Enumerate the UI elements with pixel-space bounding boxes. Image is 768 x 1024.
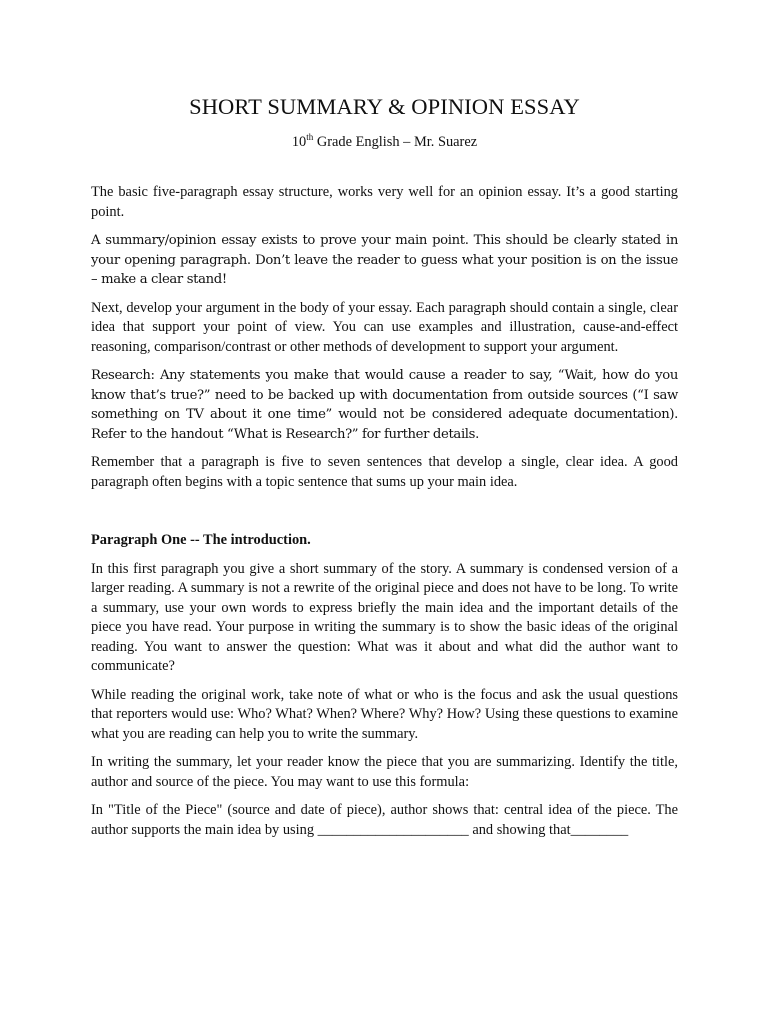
intro-paragraph: Remember that a paragraph is five to seven sentences that develop a single, clear idea. A good paragraph often begins with a topic sentence that sums up your main idea.: [91, 454, 678, 490]
document-subtitle: [91, 132, 678, 152]
research-paragraph: Research: Any statements you make that would cause a reader to say, “Wait, how do you know that’s true?” need to be backed up with documentation from outside sources (“I saw something on TV about it one time” would not be considered adequate documentation). Refer to the handout “What is Research?” for further details.: [91, 368, 678, 442]
document-page: [91, 92, 678, 840]
grade-number: 10: [291, 134, 307, 150]
formula-paragraph: In "Title of the Piece" (source and date of piece), author shows that: central idea of the piece. The author supports the main idea by using _____________________ and showing that________: [91, 802, 678, 838]
section-paragraph: While reading the original work, take note of what or who is the focus and ask the usual questions that reporters would use: Who? What? When? Where? Why? How? Using these questions to examine what you are reading can help you to write the summary.: [91, 686, 678, 742]
section-paragraph: In this first paragraph you give a short summary of the story. A summary is condensed version of a larger reading. A summary is not a rewrite of the original piece and does not have to be long. To write a summary, use your own words to express briefly the main idea and the important details of the piece you have read. Your purpose in writing the summary is to show the basic ideas of the original reading. You want to answer the question: What was it about and what did the author want to communicate?: [91, 560, 678, 674]
section-heading: Paragraph One -- The introduction.: [91, 532, 311, 548]
intro-paragraph: The basic five-paragraph essay structure, works very well for an opinion essay. It’s a good starting point.: [91, 184, 678, 220]
intro-paragraph: A summary/opinion essay exists to prove your main point. This should be clearly stated in your opening paragraph. Don’t leave the reader to guess what your position is on the issue – make a clear stand!: [91, 233, 678, 287]
document-title: SHORT SUMMARY & OPINION ESSAY: [189, 94, 580, 119]
intro-paragraph: Next, develop your argument in the body of your essay. Each paragraph should contain a single, clear idea that support your point of view. You can use examples and illustration, cause-and-effect reasoning, comparison/contrast or other methods of development to support your argument.: [91, 299, 678, 355]
subtitle-rest: Grade English – Mr. Suarez: [313, 134, 478, 150]
section-paragraph: In writing the summary, let your reader know the piece that you are summarizing. Identify the title, author and source of the piece. You may want to use this formula:: [91, 754, 678, 790]
grade-suffix: th: [306, 132, 314, 142]
